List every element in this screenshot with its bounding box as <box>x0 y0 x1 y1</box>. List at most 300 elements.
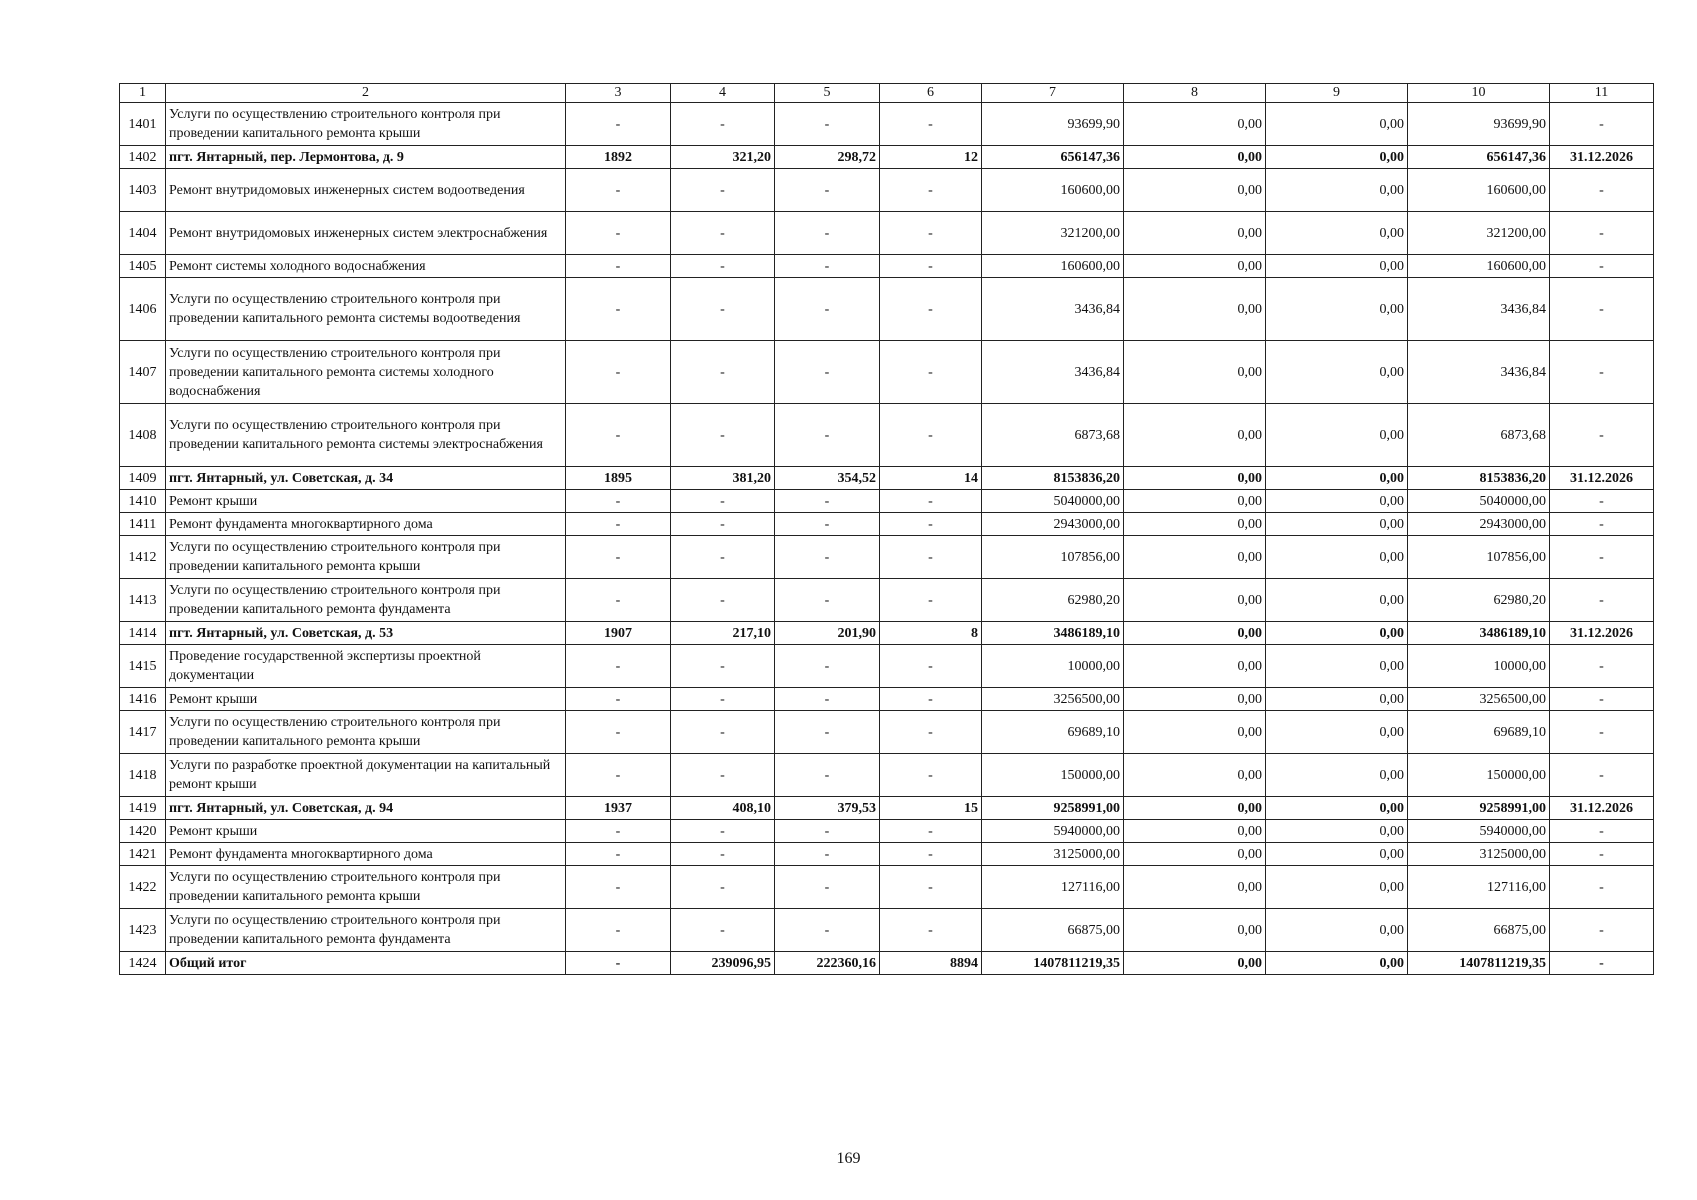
municipal-funds-cell: 0,00 <box>1266 952 1408 975</box>
owners-funds-cell: 6873,68 <box>1408 404 1550 467</box>
municipal-funds-cell: 0,00 <box>1266 820 1408 843</box>
work-item-row <box>120 688 1654 711</box>
total-area-cell: - <box>671 536 775 579</box>
work-item-row <box>120 909 1654 952</box>
owners-funds-cell: 62980,20 <box>1408 579 1550 622</box>
owners-funds-cell: 656147,36 <box>1408 146 1550 169</box>
column-header: 9 <box>1266 84 1408 103</box>
residents-cell: - <box>880 513 982 536</box>
year-built-cell: - <box>566 341 671 404</box>
year-built-cell: - <box>566 754 671 797</box>
total-cost-cell: 93699,90 <box>982 103 1124 146</box>
total-cost-cell: 5040000,00 <box>982 490 1124 513</box>
total-cost-cell: 69689,10 <box>982 711 1124 754</box>
total-cost-cell: 1407811219,35 <box>982 952 1124 975</box>
work-item-row <box>120 843 1654 866</box>
regional-funds-cell: 0,00 <box>1124 490 1266 513</box>
owners-funds-cell: 9258991,00 <box>1408 797 1550 820</box>
living-area-cell: - <box>775 645 880 688</box>
living-area-cell: - <box>775 404 880 467</box>
total-area-cell: 381,20 <box>671 467 775 490</box>
row-number-cell: 1417 <box>120 711 166 754</box>
living-area-cell: - <box>775 212 880 255</box>
row-description-cell: Услуги по осуществлению строительного контроля при проведении капитального ремонта крыши <box>166 536 566 579</box>
owners-funds-cell: 1407811219,35 <box>1408 952 1550 975</box>
living-area-cell: 222360,16 <box>775 952 880 975</box>
address-row <box>120 467 1654 490</box>
regional-funds-cell: 0,00 <box>1124 513 1266 536</box>
row-number-cell: 1420 <box>120 820 166 843</box>
row-number-cell: 1404 <box>120 212 166 255</box>
living-area-cell: 379,53 <box>775 797 880 820</box>
completion-date-cell: - <box>1550 952 1654 975</box>
total-cost-cell: 8153836,20 <box>982 467 1124 490</box>
total-area-cell: - <box>671 843 775 866</box>
regional-funds-cell: 0,00 <box>1124 843 1266 866</box>
column-number-header-row <box>120 84 1654 103</box>
work-item-row <box>120 169 1654 212</box>
residents-cell: - <box>880 711 982 754</box>
grand-total-row <box>120 952 1654 975</box>
owners-funds-cell: 127116,00 <box>1408 866 1550 909</box>
residents-cell: - <box>880 404 982 467</box>
living-area-cell: - <box>775 688 880 711</box>
regional-funds-cell: 0,00 <box>1124 909 1266 952</box>
municipal-funds-cell: 0,00 <box>1266 866 1408 909</box>
owners-funds-cell: 3125000,00 <box>1408 843 1550 866</box>
completion-date-cell: - <box>1550 866 1654 909</box>
regional-funds-cell: 0,00 <box>1124 797 1266 820</box>
column-header: 8 <box>1124 84 1266 103</box>
owners-funds-cell: 321200,00 <box>1408 212 1550 255</box>
completion-date-cell: - <box>1550 645 1654 688</box>
living-area-cell: - <box>775 754 880 797</box>
municipal-funds-cell: 0,00 <box>1266 404 1408 467</box>
row-description-cell: Ремонт внутридомовых инженерных систем водоотведения <box>166 169 566 212</box>
row-description-cell: пгт. Янтарный, ул. Советская, д. 94 <box>166 797 566 820</box>
municipal-funds-cell: 0,00 <box>1266 579 1408 622</box>
row-description-cell: Услуги по осуществлению строительного контроля при проведении капитального ремонта крыши <box>166 866 566 909</box>
municipal-funds-cell: 0,00 <box>1266 645 1408 688</box>
regional-funds-cell: 0,00 <box>1124 820 1266 843</box>
total-cost-cell: 107856,00 <box>982 536 1124 579</box>
row-description-cell: Ремонт системы холодного водоснабжения <box>166 255 566 278</box>
residents-cell: - <box>880 754 982 797</box>
completion-date-cell: - <box>1550 341 1654 404</box>
year-built-cell: - <box>566 490 671 513</box>
residents-cell: - <box>880 820 982 843</box>
residents-cell: - <box>880 536 982 579</box>
total-area-cell: - <box>671 169 775 212</box>
completion-date-cell: - <box>1550 820 1654 843</box>
residents-cell: - <box>880 645 982 688</box>
row-description-cell: Услуги по осуществлению строительного контроля при проведении капитального ремонта системы электроснабжения <box>166 404 566 467</box>
owners-funds-cell: 93699,90 <box>1408 103 1550 146</box>
municipal-funds-cell: 0,00 <box>1266 278 1408 341</box>
regional-funds-cell: 0,00 <box>1124 341 1266 404</box>
column-header: 2 <box>166 84 566 103</box>
column-header: 10 <box>1408 84 1550 103</box>
row-description-cell: пгт. Янтарный, пер. Лермонтова, д. 9 <box>166 146 566 169</box>
total-cost-cell: 3486189,10 <box>982 622 1124 645</box>
row-number-cell: 1421 <box>120 843 166 866</box>
total-area-cell: 408,10 <box>671 797 775 820</box>
work-item-row <box>120 212 1654 255</box>
row-number-cell: 1424 <box>120 952 166 975</box>
total-area-cell: - <box>671 278 775 341</box>
row-description-cell: пгт. Янтарный, ул. Советская, д. 53 <box>166 622 566 645</box>
work-item-row <box>120 103 1654 146</box>
residents-cell: - <box>880 169 982 212</box>
owners-funds-cell: 66875,00 <box>1408 909 1550 952</box>
living-area-cell: - <box>775 255 880 278</box>
living-area-cell: - <box>775 278 880 341</box>
municipal-funds-cell: 0,00 <box>1266 688 1408 711</box>
column-header: 11 <box>1550 84 1654 103</box>
municipal-funds-cell: 0,00 <box>1266 490 1408 513</box>
total-cost-cell: 2943000,00 <box>982 513 1124 536</box>
living-area-cell: - <box>775 536 880 579</box>
year-built-cell: - <box>566 513 671 536</box>
residents-cell: - <box>880 843 982 866</box>
year-built-cell: - <box>566 711 671 754</box>
work-item-row <box>120 866 1654 909</box>
row-number-cell: 1403 <box>120 169 166 212</box>
row-description-cell: Ремонт фундамента многоквартирного дома <box>166 843 566 866</box>
regional-funds-cell: 0,00 <box>1124 404 1266 467</box>
owners-funds-cell: 69689,10 <box>1408 711 1550 754</box>
regional-funds-cell: 0,00 <box>1124 645 1266 688</box>
regional-funds-cell: 0,00 <box>1124 146 1266 169</box>
regional-funds-cell: 0,00 <box>1124 711 1266 754</box>
owners-funds-cell: 160600,00 <box>1408 255 1550 278</box>
owners-funds-cell: 10000,00 <box>1408 645 1550 688</box>
total-area-cell: - <box>671 820 775 843</box>
completion-date-cell: - <box>1550 404 1654 467</box>
completion-date-cell: - <box>1550 754 1654 797</box>
year-built-cell: 1907 <box>566 622 671 645</box>
total-area-cell: - <box>671 103 775 146</box>
living-area-cell: - <box>775 843 880 866</box>
regional-funds-cell: 0,00 <box>1124 536 1266 579</box>
column-header: 3 <box>566 84 671 103</box>
work-item-row <box>120 820 1654 843</box>
owners-funds-cell: 3436,84 <box>1408 341 1550 404</box>
page-number: 169 <box>836 1150 861 1167</box>
column-header: 6 <box>880 84 982 103</box>
row-description-cell: Проведение государственной экспертизы проектной документации <box>166 645 566 688</box>
municipal-funds-cell: 0,00 <box>1266 169 1408 212</box>
completion-date-cell: - <box>1550 688 1654 711</box>
row-description-cell: Услуги по осуществлению строительного контроля при проведении капитального ремонта крыши <box>166 103 566 146</box>
living-area-cell: - <box>775 341 880 404</box>
total-cost-cell: 10000,00 <box>982 645 1124 688</box>
completion-date-cell: - <box>1550 490 1654 513</box>
total-cost-cell: 66875,00 <box>982 909 1124 952</box>
row-description-cell: Услуги по осуществлению строительного контроля при проведении капитального ремонта фундамента <box>166 909 566 952</box>
living-area-cell: - <box>775 711 880 754</box>
work-item-row <box>120 536 1654 579</box>
completion-date-cell: - <box>1550 536 1654 579</box>
year-built-cell: - <box>566 278 671 341</box>
owners-funds-cell: 160600,00 <box>1408 169 1550 212</box>
address-row <box>120 622 1654 645</box>
row-description-cell: Ремонт крыши <box>166 688 566 711</box>
row-description-cell: пгт. Янтарный, ул. Советская, д. 34 <box>166 467 566 490</box>
total-cost-cell: 9258991,00 <box>982 797 1124 820</box>
work-item-row <box>120 278 1654 341</box>
row-description-cell: Ремонт внутридомовых инженерных систем электроснабжения <box>166 212 566 255</box>
residents-cell: - <box>880 866 982 909</box>
address-row <box>120 797 1654 820</box>
owners-funds-cell: 107856,00 <box>1408 536 1550 579</box>
completion-date-cell: - <box>1550 255 1654 278</box>
row-number-cell: 1418 <box>120 754 166 797</box>
living-area-cell: - <box>775 103 880 146</box>
owners-funds-cell: 3436,84 <box>1408 278 1550 341</box>
work-item-row <box>120 645 1654 688</box>
regional-funds-cell: 0,00 <box>1124 754 1266 797</box>
total-cost-cell: 5940000,00 <box>982 820 1124 843</box>
row-description-cell: Услуги по осуществлению строительного контроля при проведении капитального ремонта фундамента <box>166 579 566 622</box>
residents-cell: - <box>880 212 982 255</box>
living-area-cell: - <box>775 820 880 843</box>
row-number-cell: 1409 <box>120 467 166 490</box>
column-header: 5 <box>775 84 880 103</box>
completion-date-cell: 31.12.2026 <box>1550 797 1654 820</box>
total-area-cell: - <box>671 212 775 255</box>
completion-date-cell: - <box>1550 843 1654 866</box>
owners-funds-cell: 150000,00 <box>1408 754 1550 797</box>
row-number-cell: 1415 <box>120 645 166 688</box>
row-number-cell: 1416 <box>120 688 166 711</box>
column-header: 4 <box>671 84 775 103</box>
regional-funds-cell: 0,00 <box>1124 169 1266 212</box>
municipal-funds-cell: 0,00 <box>1266 754 1408 797</box>
total-area-cell: - <box>671 513 775 536</box>
total-area-cell: 239096,95 <box>671 952 775 975</box>
total-cost-cell: 3436,84 <box>982 278 1124 341</box>
municipal-funds-cell: 0,00 <box>1266 513 1408 536</box>
regional-funds-cell: 0,00 <box>1124 622 1266 645</box>
year-built-cell: - <box>566 688 671 711</box>
completion-date-cell: 31.12.2026 <box>1550 622 1654 645</box>
completion-date-cell: - <box>1550 103 1654 146</box>
row-number-cell: 1419 <box>120 797 166 820</box>
residents-cell: 15 <box>880 797 982 820</box>
total-cost-cell: 127116,00 <box>982 866 1124 909</box>
regional-funds-cell: 0,00 <box>1124 688 1266 711</box>
owners-funds-cell: 5040000,00 <box>1408 490 1550 513</box>
address-row <box>120 146 1654 169</box>
year-built-cell: - <box>566 820 671 843</box>
year-built-cell: - <box>566 255 671 278</box>
living-area-cell: 354,52 <box>775 467 880 490</box>
row-description-cell: Услуги по осуществлению строительного контроля при проведении капитального ремонта системы водоотведения <box>166 278 566 341</box>
living-area-cell: 298,72 <box>775 146 880 169</box>
living-area-cell: 201,90 <box>775 622 880 645</box>
total-cost-cell: 160600,00 <box>982 169 1124 212</box>
row-description-cell: Услуги по осуществлению строительного контроля при проведении капитального ремонта крыши <box>166 711 566 754</box>
municipal-funds-cell: 0,00 <box>1266 843 1408 866</box>
column-header: 7 <box>982 84 1124 103</box>
residents-cell: - <box>880 579 982 622</box>
year-built-cell: - <box>566 645 671 688</box>
living-area-cell: - <box>775 866 880 909</box>
living-area-cell: - <box>775 909 880 952</box>
year-built-cell: - <box>566 866 671 909</box>
living-area-cell: - <box>775 169 880 212</box>
regional-funds-cell: 0,00 <box>1124 952 1266 975</box>
total-area-cell: - <box>671 341 775 404</box>
row-number-cell: 1414 <box>120 622 166 645</box>
year-built-cell: - <box>566 212 671 255</box>
work-item-row <box>120 754 1654 797</box>
row-number-cell: 1423 <box>120 909 166 952</box>
row-number-cell: 1411 <box>120 513 166 536</box>
municipal-funds-cell: 0,00 <box>1266 467 1408 490</box>
total-cost-cell: 3436,84 <box>982 341 1124 404</box>
municipal-funds-cell: 0,00 <box>1266 711 1408 754</box>
column-header: 1 <box>120 84 166 103</box>
total-area-cell: - <box>671 711 775 754</box>
owners-funds-cell: 3256500,00 <box>1408 688 1550 711</box>
living-area-cell: - <box>775 513 880 536</box>
total-area-cell: - <box>671 645 775 688</box>
living-area-cell: - <box>775 490 880 513</box>
total-cost-cell: 3256500,00 <box>982 688 1124 711</box>
row-description-cell: Ремонт крыши <box>166 820 566 843</box>
residents-cell: - <box>880 278 982 341</box>
work-item-row <box>120 404 1654 467</box>
completion-date-cell: - <box>1550 278 1654 341</box>
municipal-funds-cell: 0,00 <box>1266 146 1408 169</box>
work-item-row <box>120 579 1654 622</box>
owners-funds-cell: 8153836,20 <box>1408 467 1550 490</box>
total-cost-cell: 3125000,00 <box>982 843 1124 866</box>
total-area-cell: - <box>671 754 775 797</box>
municipal-funds-cell: 0,00 <box>1266 536 1408 579</box>
work-item-row <box>120 490 1654 513</box>
work-item-row <box>120 255 1654 278</box>
row-number-cell: 1412 <box>120 536 166 579</box>
row-number-cell: 1406 <box>120 278 166 341</box>
regional-funds-cell: 0,00 <box>1124 866 1266 909</box>
regional-funds-cell: 0,00 <box>1124 103 1266 146</box>
row-number-cell: 1410 <box>120 490 166 513</box>
regional-funds-cell: 0,00 <box>1124 467 1266 490</box>
municipal-funds-cell: 0,00 <box>1266 797 1408 820</box>
residents-cell: - <box>880 490 982 513</box>
row-description-cell: Общий итог <box>166 952 566 975</box>
owners-funds-cell: 5940000,00 <box>1408 820 1550 843</box>
total-cost-cell: 321200,00 <box>982 212 1124 255</box>
total-area-cell: - <box>671 688 775 711</box>
living-area-cell: - <box>775 579 880 622</box>
regional-funds-cell: 0,00 <box>1124 278 1266 341</box>
regional-funds-cell: 0,00 <box>1124 212 1266 255</box>
completion-date-cell: - <box>1550 169 1654 212</box>
year-built-cell: - <box>566 952 671 975</box>
row-number-cell: 1422 <box>120 866 166 909</box>
work-item-row <box>120 513 1654 536</box>
municipal-funds-cell: 0,00 <box>1266 341 1408 404</box>
completion-date-cell: - <box>1550 909 1654 952</box>
owners-funds-cell: 3486189,10 <box>1408 622 1550 645</box>
residents-cell: - <box>880 341 982 404</box>
completion-date-cell: - <box>1550 212 1654 255</box>
residents-cell: - <box>880 255 982 278</box>
completion-date-cell: 31.12.2026 <box>1550 467 1654 490</box>
residents-cell: - <box>880 103 982 146</box>
total-cost-cell: 150000,00 <box>982 754 1124 797</box>
total-area-cell: 217,10 <box>671 622 775 645</box>
row-number-cell: 1402 <box>120 146 166 169</box>
year-built-cell: - <box>566 169 671 212</box>
total-area-cell: - <box>671 909 775 952</box>
row-description-cell: Ремонт фундамента многоквартирного дома <box>166 513 566 536</box>
work-item-row <box>120 341 1654 404</box>
row-description-cell: Услуги по осуществлению строительного контроля при проведении капитального ремонта системы холодного водоснабжения <box>166 341 566 404</box>
total-cost-cell: 656147,36 <box>982 146 1124 169</box>
residents-cell: 12 <box>880 146 982 169</box>
row-number-cell: 1407 <box>120 341 166 404</box>
municipal-funds-cell: 0,00 <box>1266 212 1408 255</box>
year-built-cell: - <box>566 536 671 579</box>
year-built-cell: - <box>566 404 671 467</box>
residents-cell: 8 <box>880 622 982 645</box>
total-cost-cell: 62980,20 <box>982 579 1124 622</box>
total-area-cell: - <box>671 579 775 622</box>
row-description-cell: Ремонт крыши <box>166 490 566 513</box>
residents-cell: 14 <box>880 467 982 490</box>
residents-cell: 8894 <box>880 952 982 975</box>
total-area-cell: - <box>671 866 775 909</box>
total-area-cell: - <box>671 255 775 278</box>
total-area-cell: - <box>671 490 775 513</box>
regional-funds-cell: 0,00 <box>1124 579 1266 622</box>
row-number-cell: 1408 <box>120 404 166 467</box>
row-description-cell: Услуги по разработке проектной документации на капитальный ремонт крыши <box>166 754 566 797</box>
residents-cell: - <box>880 688 982 711</box>
year-built-cell: - <box>566 843 671 866</box>
municipal-funds-cell: 0,00 <box>1266 255 1408 278</box>
capital-repair-table <box>119 83 1654 975</box>
municipal-funds-cell: 0,00 <box>1266 909 1408 952</box>
total-area-cell: 321,20 <box>671 146 775 169</box>
row-number-cell: 1413 <box>120 579 166 622</box>
owners-funds-cell: 2943000,00 <box>1408 513 1550 536</box>
completion-date-cell: - <box>1550 513 1654 536</box>
total-cost-cell: 160600,00 <box>982 255 1124 278</box>
row-number-cell: 1401 <box>120 103 166 146</box>
row-number-cell: 1405 <box>120 255 166 278</box>
year-built-cell: 1892 <box>566 146 671 169</box>
work-item-row <box>120 711 1654 754</box>
regional-funds-cell: 0,00 <box>1124 255 1266 278</box>
completion-date-cell: - <box>1550 579 1654 622</box>
year-built-cell: 1937 <box>566 797 671 820</box>
municipal-funds-cell: 0,00 <box>1266 622 1408 645</box>
table-body <box>120 84 1654 975</box>
year-built-cell: - <box>566 909 671 952</box>
total-area-cell: - <box>671 404 775 467</box>
year-built-cell: - <box>566 103 671 146</box>
completion-date-cell: - <box>1550 711 1654 754</box>
year-built-cell: 1895 <box>566 467 671 490</box>
total-cost-cell: 6873,68 <box>982 404 1124 467</box>
year-built-cell: - <box>566 579 671 622</box>
